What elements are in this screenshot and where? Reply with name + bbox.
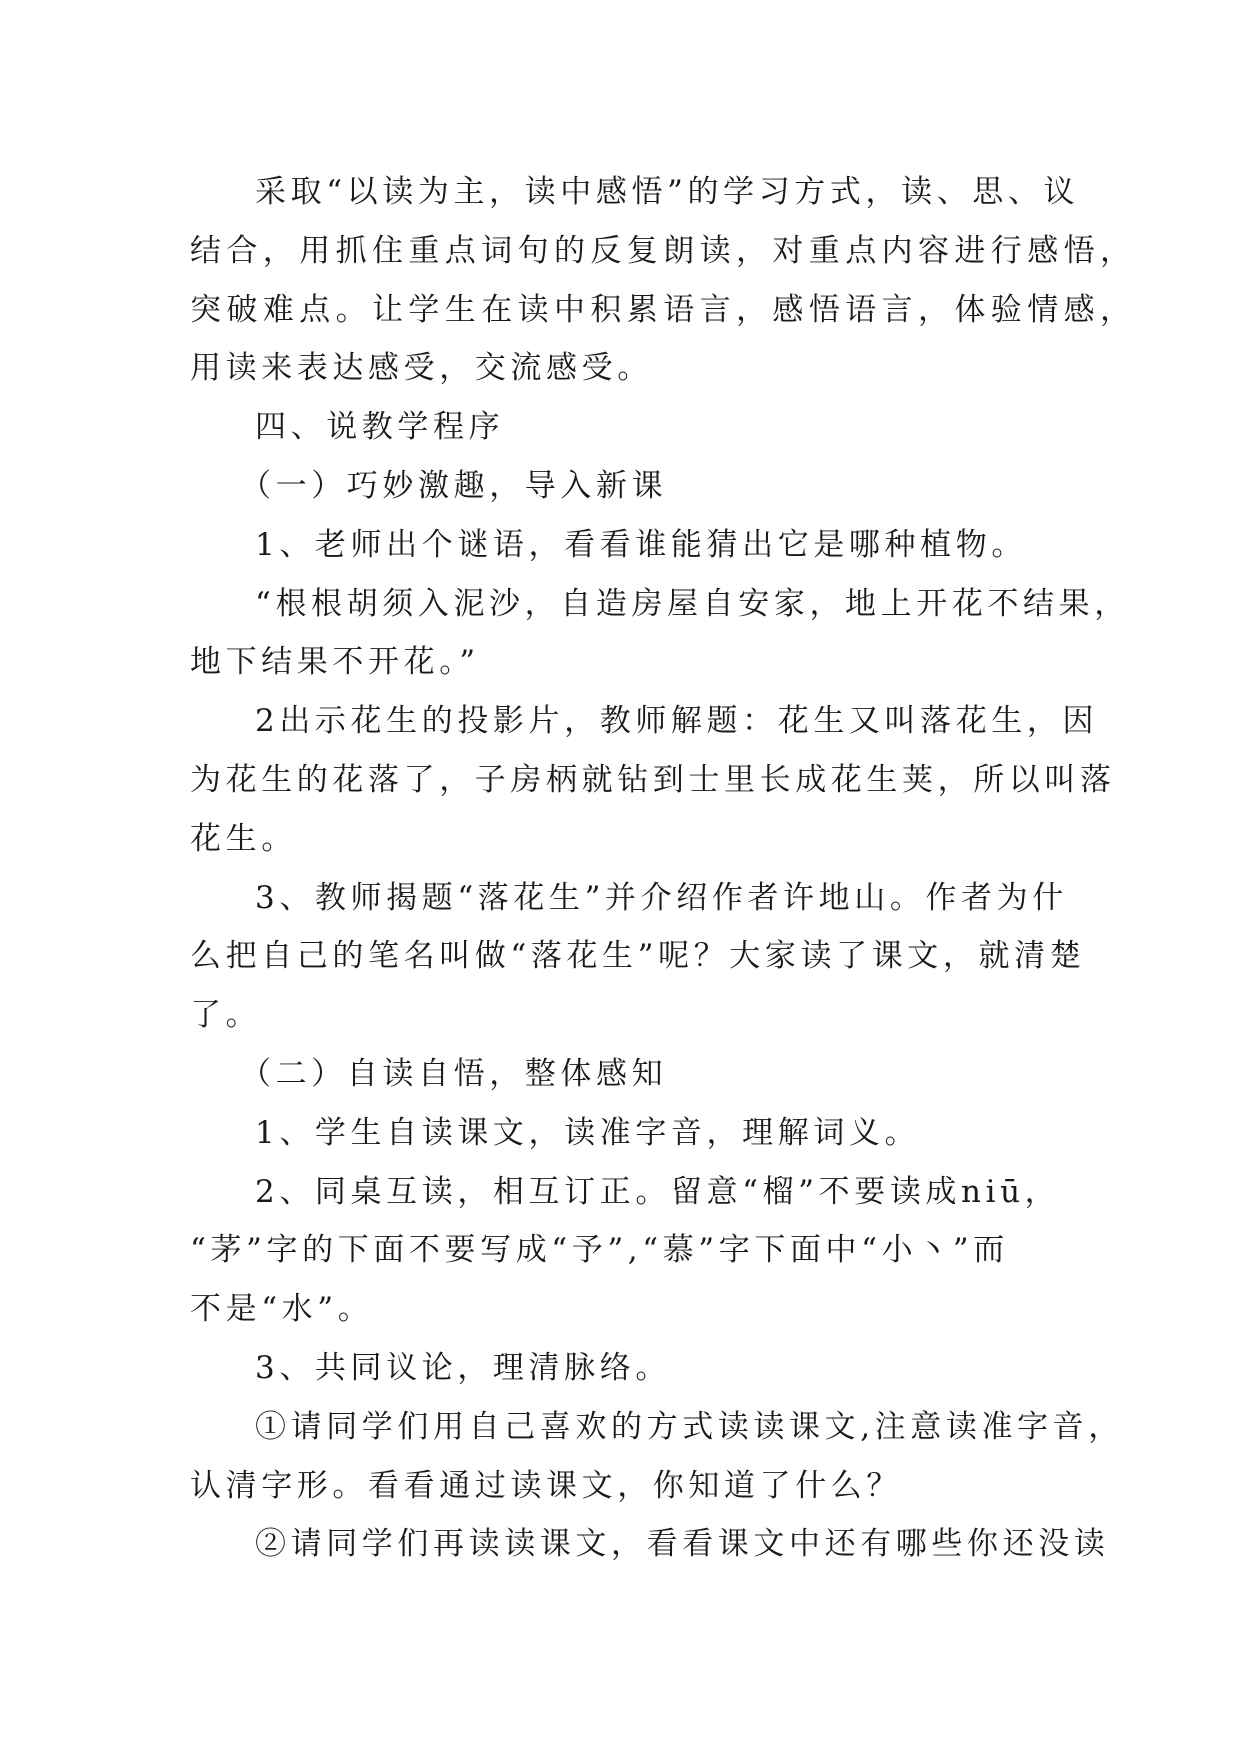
paragraph-line: ②请同学们再读读课文，看看课文中还有哪些你还没读 bbox=[255, 1526, 1110, 1563]
paragraph-line: 3、教师揭题“落花生”并介绍作者许地山。作者为什 bbox=[255, 879, 1068, 916]
paragraph-line: 结合，用抓住重点词句的反复朗读，对重点内容进行感悟， bbox=[190, 232, 1137, 269]
paragraph-line: 地下结果不开花。” bbox=[190, 644, 480, 681]
paragraph-line: “茅”字的下面不要写成“予”,“慕”字下面中“小丶”而 bbox=[190, 1232, 1009, 1269]
paragraph-line: 么把自己的笔名叫做“落花生”呢？大家读了课文，就清楚 bbox=[190, 938, 1086, 975]
paragraph-line: “根根胡须入泥沙，自造房屋自安家，地上开花不结果， bbox=[255, 585, 1130, 622]
subsection-heading: （一）巧妙激趣，导入新课 bbox=[240, 467, 668, 504]
paragraph-line: 突破难点。让学生在读中积累语言，感悟语言，体验情感， bbox=[190, 291, 1137, 328]
paragraph-line: 认清字形。看看通过读课文，你知道了什么？ bbox=[190, 1467, 902, 1504]
paragraph-line: 采取“以读为主，读中感悟”的学习方式，读、思、议 bbox=[255, 174, 1080, 210]
paragraph-line: 3、共同议论，理清脉络。 bbox=[255, 1349, 671, 1386]
document-body bbox=[190, 163, 1137, 1574]
paragraph-line: 2出示花生的投影片，教师解题：花生又叫落花生，因 bbox=[255, 703, 1099, 740]
paragraph-line: 1、老师出个谜语，看看谁能猜出它是哪种植物。 bbox=[255, 526, 1027, 563]
paragraph-line: 为花生的花落了，子房柄就钻到士里长成花生荚，所以叫落 bbox=[190, 761, 1116, 798]
paragraph-line: ①请同学们用自己喜欢的方式读读课文,注意读准字音， bbox=[255, 1408, 1124, 1445]
paragraph-line: 用读来表达感受，交流感受。 bbox=[190, 350, 653, 387]
paragraph-line: 了。 bbox=[190, 997, 262, 1034]
paragraph-line: 2、同桌互读，相互订正。留意“榴”不要读成niū， bbox=[255, 1173, 1061, 1210]
section-heading: 四、说教学程序 bbox=[255, 409, 505, 446]
subsection-heading: （二）自读自悟，整体感知 bbox=[240, 1055, 668, 1092]
paragraph-line: 花生。 bbox=[190, 820, 297, 857]
paragraph-line: 1、学生自读课文，读准字音，理解词义。 bbox=[255, 1114, 921, 1151]
paragraph-line: 不是“水”。 bbox=[190, 1291, 374, 1328]
